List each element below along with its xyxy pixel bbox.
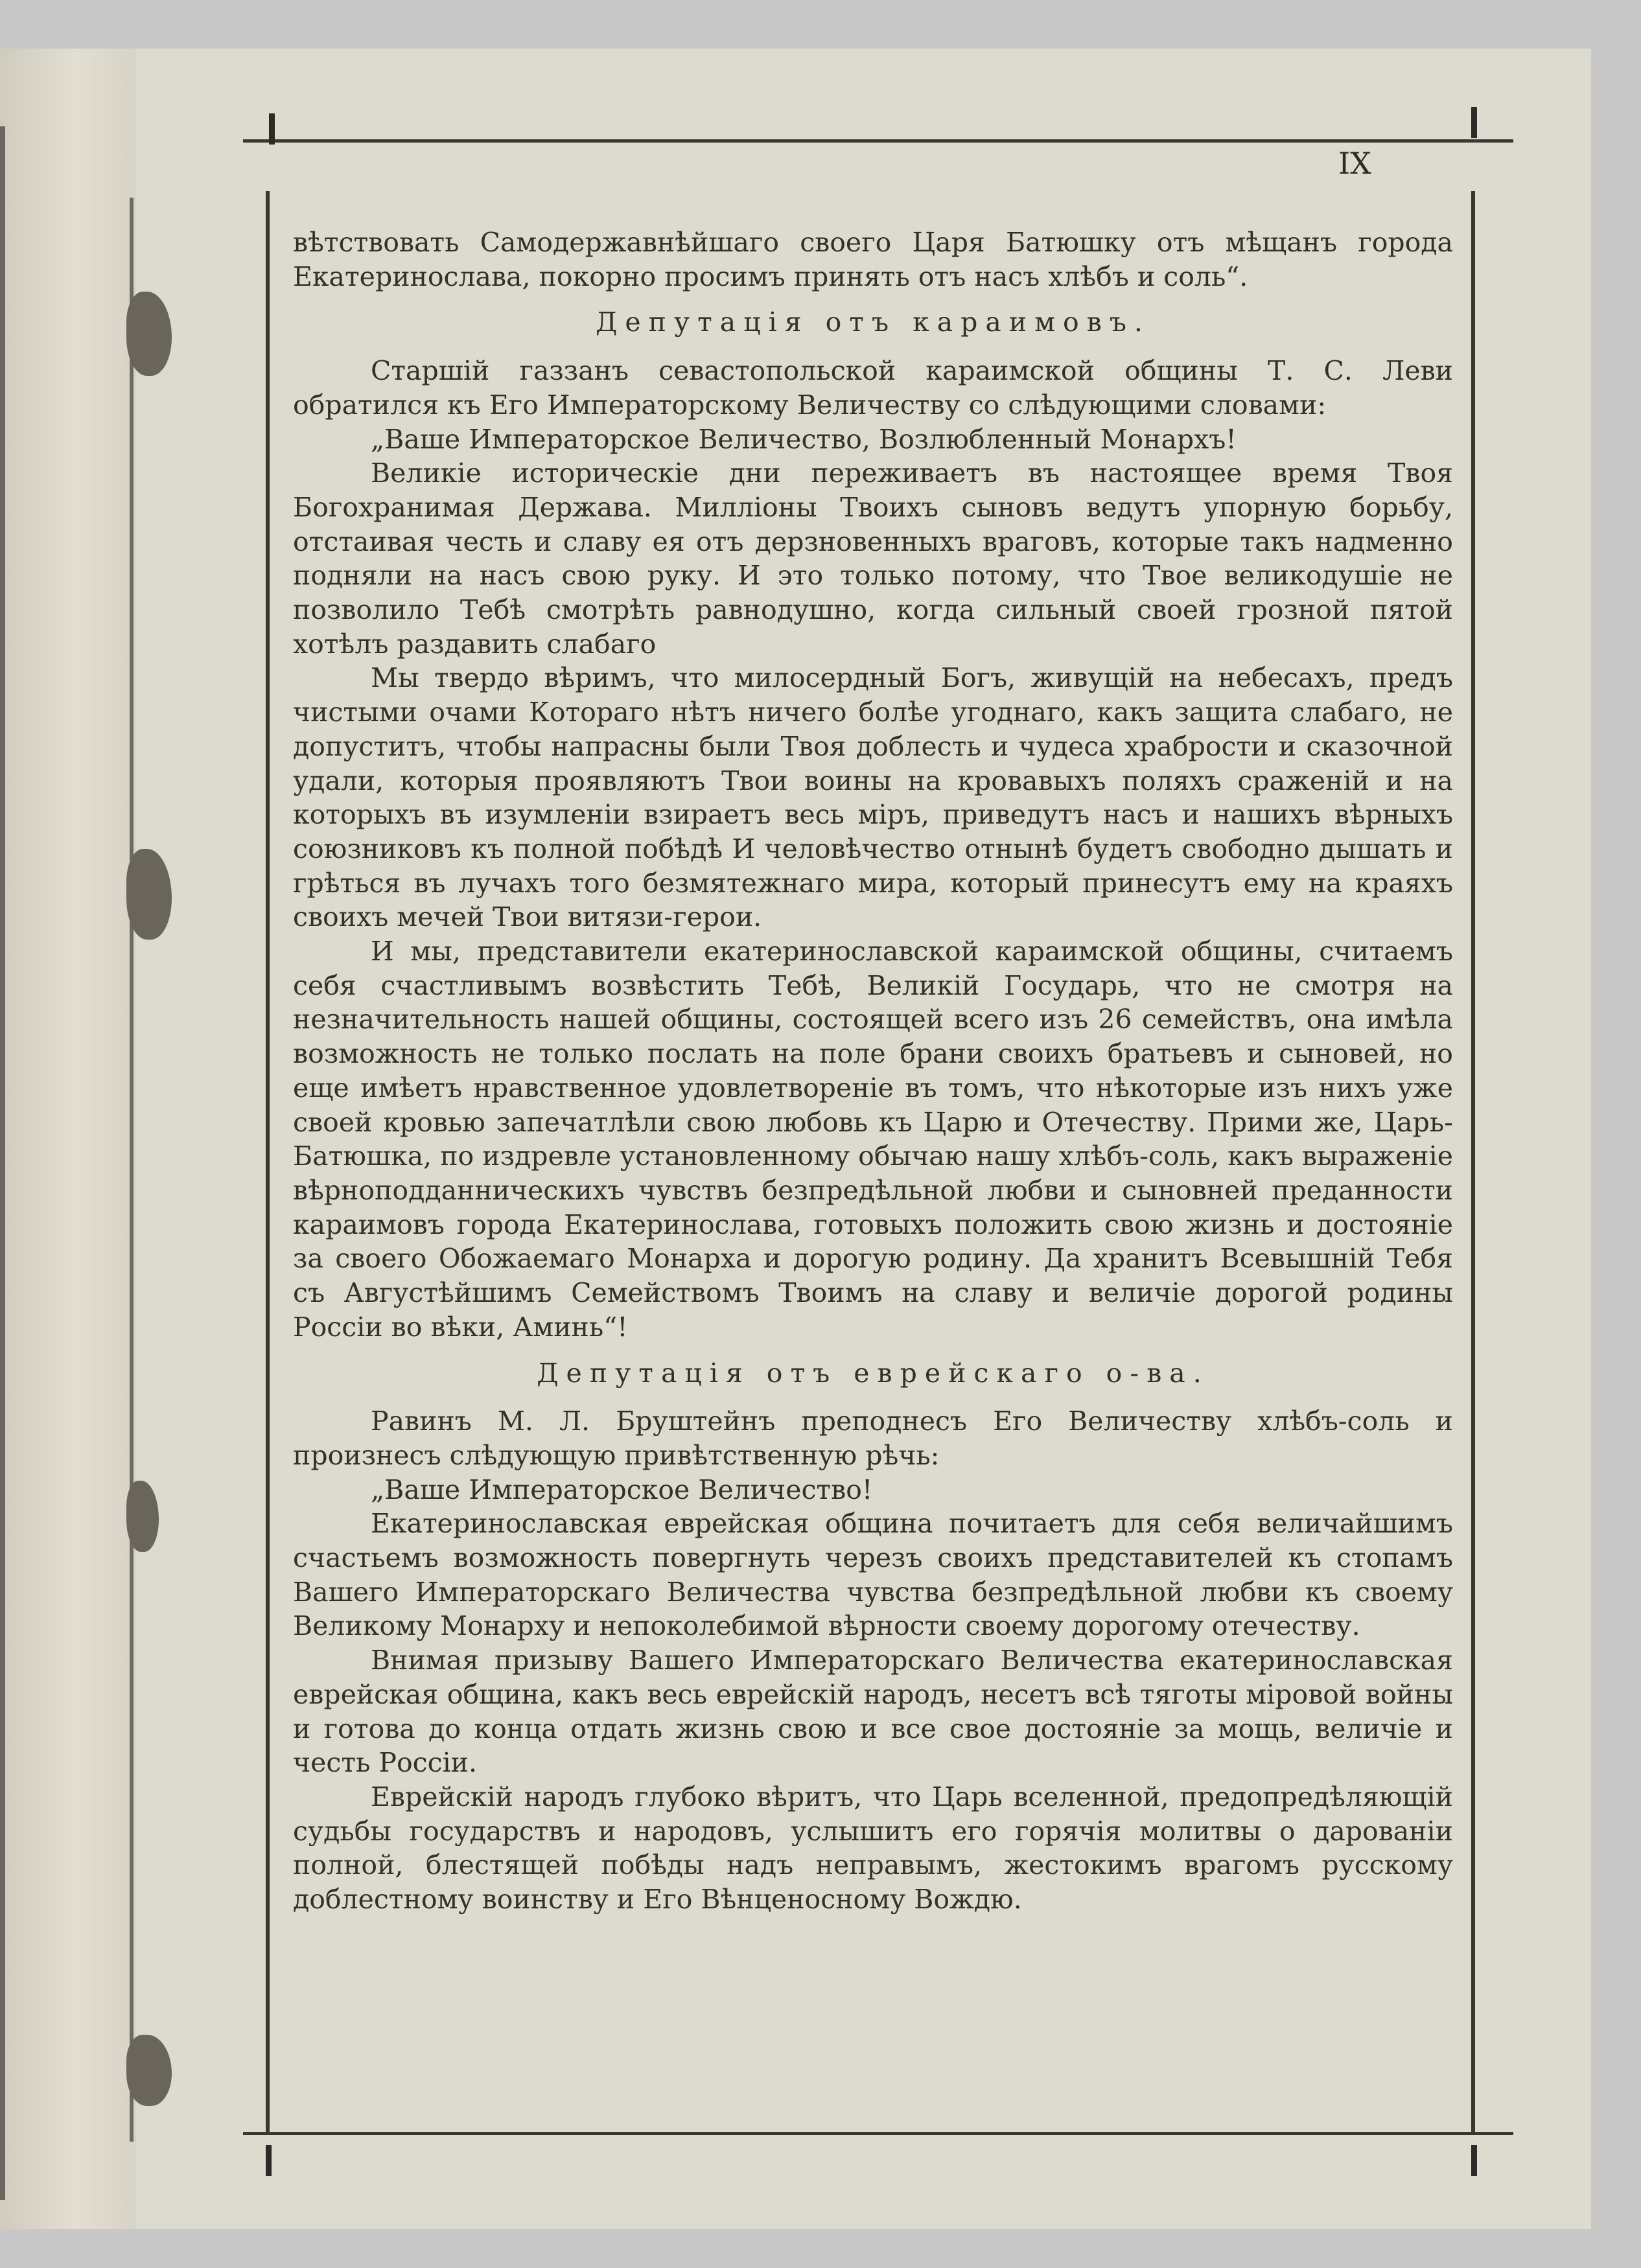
frame-right-rule [1471,191,1475,2132]
corner-tick [1471,2145,1477,2176]
paragraph: Великіе историческіе дни переживаетъ въ настоящее время Твоя Богохранимая Держава. Милліоны Твоихъ сыновъ ведутъ упорную борьбу, отстаивая честь и славу ея отъ дерзновенныхъ враговъ, которые такъ надменно подняли на насъ свою руку. И это только потому, что Твое великодушіе не позволило Тебѣ смотрѣть равнодушно, когда сильный своей грозной пятой хотѣлъ раздавить слабаго [293,457,1453,660]
section-heading: Депутація отъ караимовъ. [596,307,1150,338]
corner-tick [1471,107,1477,138]
top-rule [243,139,1513,143]
book-page [0,49,1591,2229]
corner-tick [269,113,275,145]
paragraph: „Ваше Императорское Величество, Возлюбленный Монархъ! [371,423,1237,455]
binding-tab [126,2035,172,2106]
page-text [293,226,1453,1917]
paragraph: Старшій газзанъ севастопольской караимской общины Т. С. Леви обратился къ Его Императорскому Величеству со слѣдующими словами: [293,355,1453,421]
binding-tab [126,1481,159,1552]
binding-tab [126,292,172,376]
margin-rule-left [0,126,5,2200]
frame-left-rule [266,191,270,2132]
paragraph: Внимая призыву Вашего Императорскаго Величества екатеринославская еврейская община, какъ весь еврейскій народъ, несетъ всѣ тяготы міровой войны и готова до конца отдать жизнь свою и все свое достояніе за мощь, величіе и честь Россіи. [293,1645,1453,1779]
binding-tab [126,849,172,940]
paragraph: Екатеринославская еврейская община почитаетъ для себя величайшимъ счастьемъ возможность повергнуть черезъ своихъ представителей къ стопамъ Вашего Императорскаго Величества чувства безпредѣльной любви къ своему Великому Монарху и непоколебимой вѣрности своему дорогому отечеству. [293,1508,1453,1642]
paragraph: Еврейскій народъ глубоко вѣритъ, что Царь вселенной, предопредѣляющій судьбы государствъ и народовъ, услышитъ его горячія молитвы о дарованіи полной, блестящей побѣды надъ неправымъ, жестокимъ врагомъ русскому доблестному воинству и Его Вѣнценосному Вождю. [293,1781,1453,1915]
section-heading: Депутація отъ еврейскаго о-ва. [537,1357,1209,1389]
paragraph: И мы, представители екатеринославской караимской общины, считаемъ себя счастливымъ возвѣстить Тебѣ, Великій Государь, что не смотря на незначительность нашей общины, состоящей всего изъ 26 семействъ, она имѣла возможность не только послать на поле брани своихъ братьевъ и сыновей, но еще имѣетъ нравственное удовлетвореніе въ томъ, что нѣкоторые изъ нихъ уже своей кровью запечатлѣли свою любовь къ Царю и Отечеству. Прими же, Царь-Батюшка, по издревле установленному обычаю нашу хлѣбъ-соль, какъ выраженіе вѣрноподданническихъ чувствъ безпредѣльной любви и сыновней преданности караимовъ города Екатеринослава, готовыхъ положить свою жизнь и достояніе за своего Обожаемаго Монарха и дорогую родину. Да хранитъ Всевышній Тебя съ Августѣйшимъ Семействомъ Твоимъ на славу и величіе дорогой родины Россіи во вѣки, Аминь“! [293,936,1453,1343]
page-number: IX [1338,146,1371,181]
corner-tick [266,2145,272,2176]
book-spine [0,49,136,2229]
paragraph: Равинъ М. Л. Бруштейнъ преподнесъ Его Величеству хлѣбъ-соль и произнесъ слѣдующую привѣтственную рѣчь: [293,1406,1453,1471]
spine-fold-line [130,198,134,2142]
bottom-rule [243,2132,1513,2135]
paragraph: вѣтствовать Самодержавнѣйшаго своего Царя Батюшку отъ мѣщанъ города Екатеринослава, покорно просимъ принять отъ насъ хлѣбъ и соль“. [293,227,1453,292]
paragraph: „Ваше Императорское Величество! [371,1474,873,1505]
paragraph: Мы твердо вѣримъ, что милосердный Богъ, живущій на небесахъ, предъ чистыми очами Котораго нѣтъ ничего болѣе угоднаго, какъ защита слабаго, не допуститъ, чтобы напрасны были Твоя доблесть и чудеса храбрости и сказочной удали, которыя проявляютъ Твои воины на кровавыхъ поляхъ сраженій и на которыхъ въ изумленіи взираетъ весь міръ, приведутъ насъ и нашихъ вѣрныхъ союзниковъ къ полной побѣдѣ И человѣчество отнынѣ будетъ свободно дышать и грѣться въ лучахъ того безмятежнаго мира, который принесутъ ему на краяхъ своихъ мечей Твои витязи-герои. [293,662,1453,933]
